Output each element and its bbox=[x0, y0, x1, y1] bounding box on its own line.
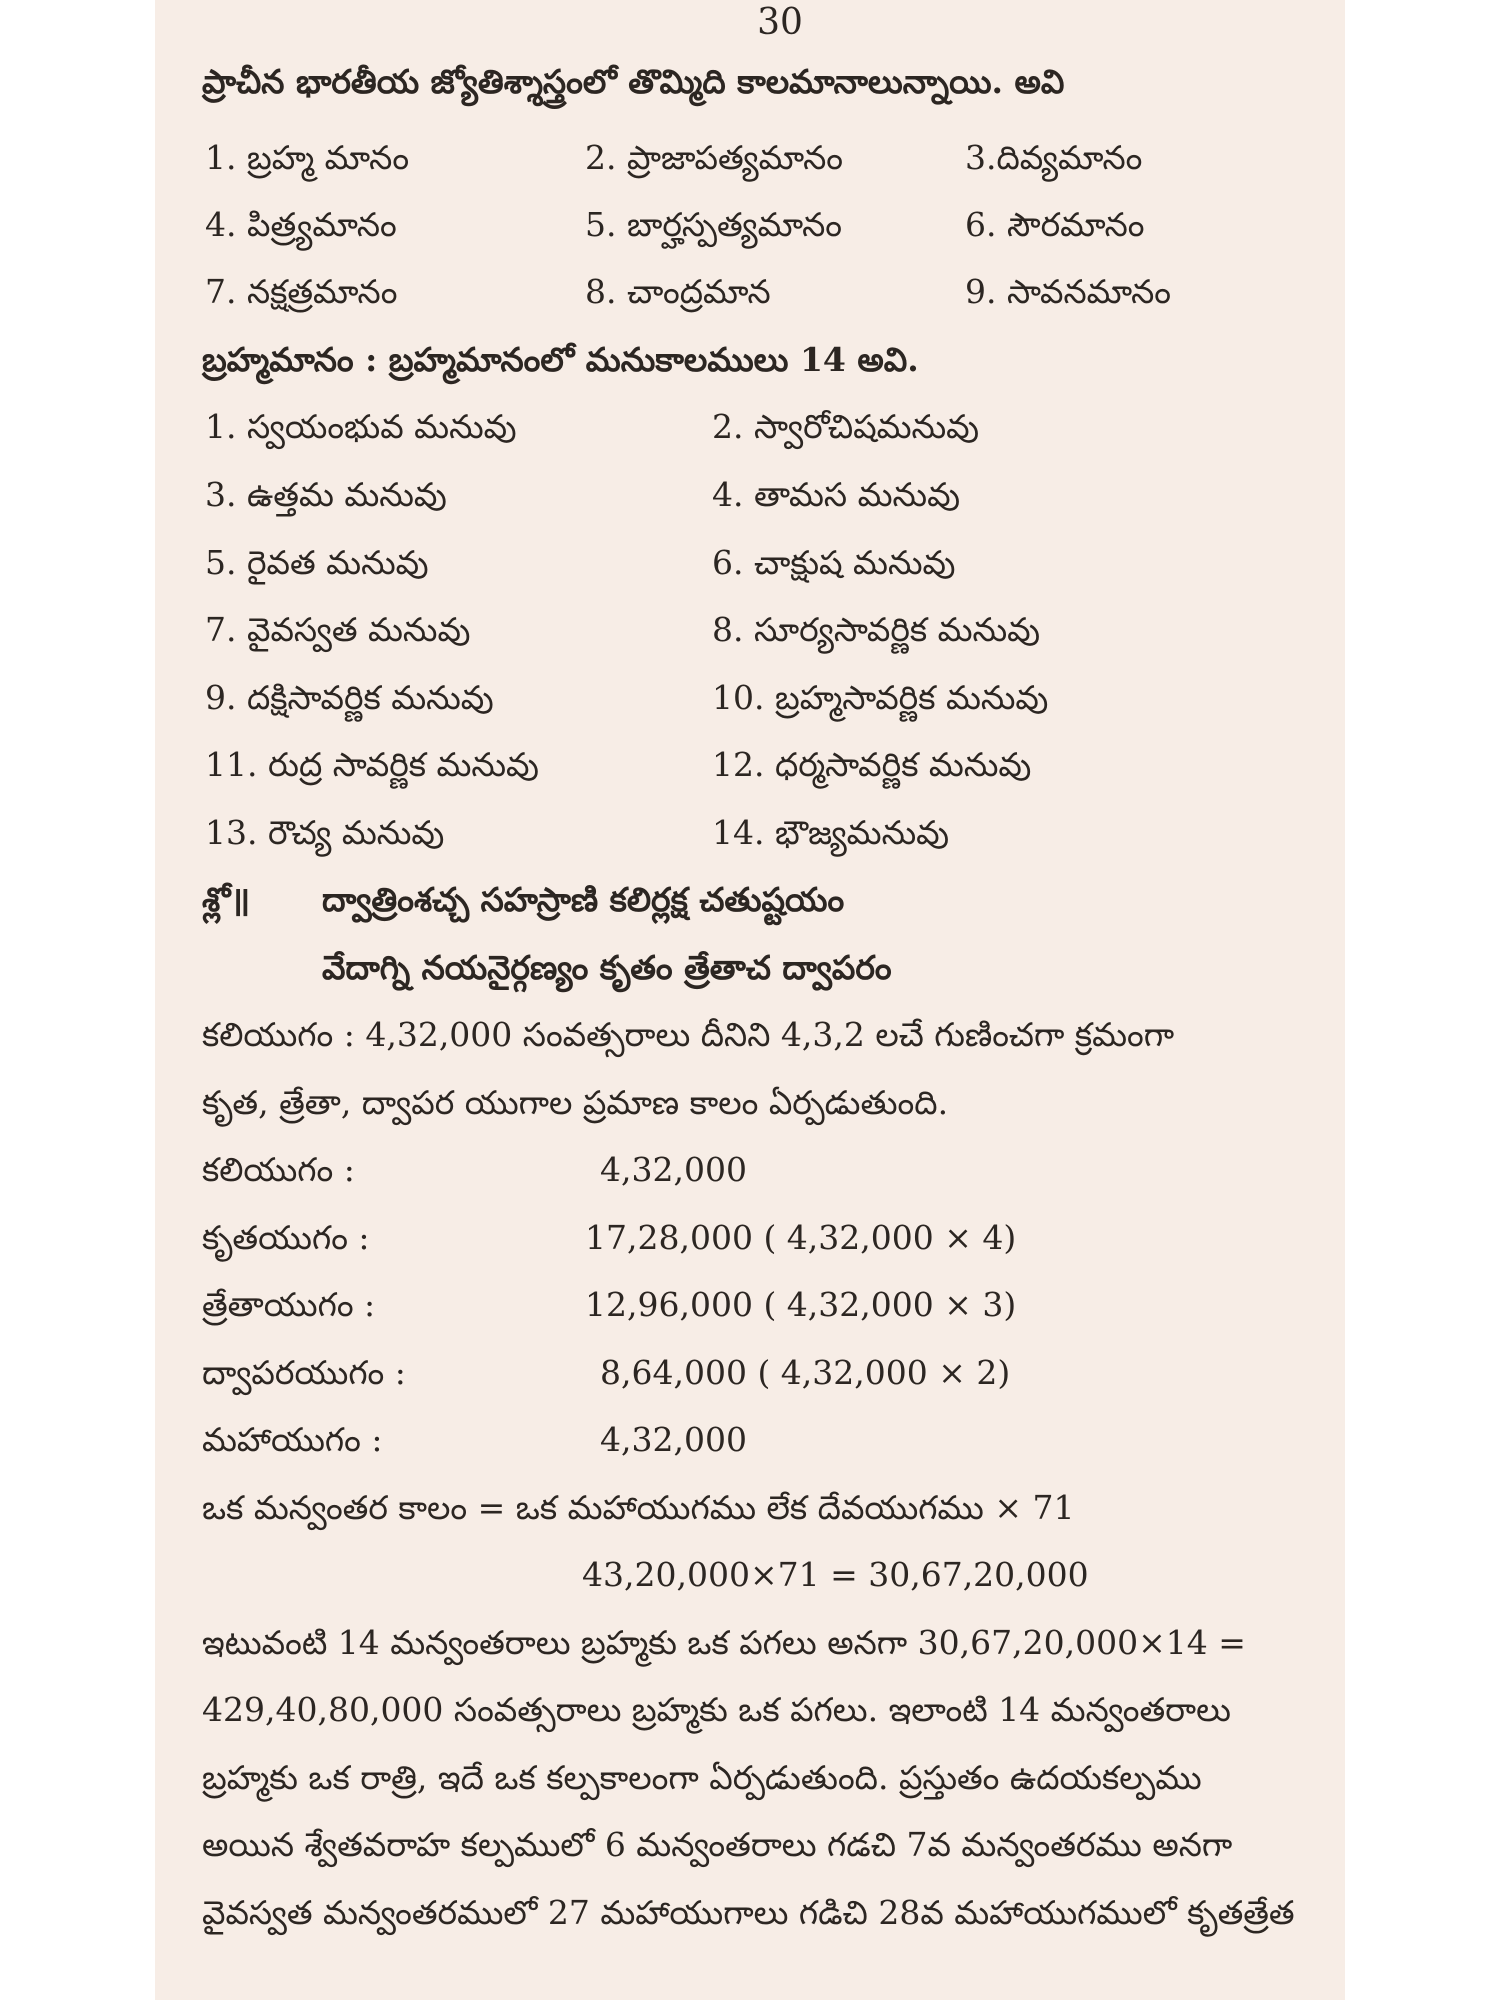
sloka-line-1: ద్వాత్రింశచ్చ సహస్రాణి కలిర్లక్ష చతుష్టయం bbox=[322, 880, 845, 919]
kalamana-item: 3.దివ్యమానం bbox=[965, 138, 1143, 177]
yuga-value: 12,96,000 ( 4,32,000 × 3) bbox=[585, 1285, 1017, 1324]
closing-para-line: వైవస్వత మన్వంతరములో 27 మహాయుగాలు గడిచి 28వ మహాయుగములో కృతత్రేత bbox=[202, 1893, 1295, 1932]
manu-item: 1. స్వయంభువ మనువు bbox=[205, 407, 517, 446]
manvantara-equation: 43,20,000×71 = 30,67,20,000 bbox=[582, 1555, 1089, 1594]
yuga-label: మహాయుగం : bbox=[202, 1420, 383, 1459]
closing-para-line: బ్రహ్మకు ఒక రాత్రి, ఇదే ఒక కల్పకాలంగా ఏర్పడుతుంది. ప్రస్తుతం ఉదయకల్పము bbox=[202, 1758, 1202, 1797]
manu-item: 6. చాక్షుష మనువు bbox=[712, 543, 956, 582]
yuga-value: 8,64,000 ( 4,32,000 × 2) bbox=[600, 1353, 1011, 1392]
manu-item: 13. రౌచ్య మనువు bbox=[205, 813, 445, 852]
manu-item: 14. భౌజ్యమనువు bbox=[712, 813, 950, 852]
brahmamanam-heading: బ్రహ్మమానం : బ్రహ్మమానంలో మనుకాలములు 14 అవి. bbox=[202, 340, 919, 379]
manu-item: 5. రైవత మనువు bbox=[205, 543, 429, 582]
manvantara-line: ఒక మన్వంతర కాలం = ఒక మహాయుగము లేక దేవయుగము × 71 bbox=[202, 1488, 1075, 1527]
manu-item: 10. బ్రహ్మసావర్ణిక మనువు bbox=[712, 678, 1049, 717]
yuga-value: 17,28,000 ( 4,32,000 × 4) bbox=[585, 1218, 1017, 1257]
kalamana-item: 2. ప్రాజాపత్యమానం bbox=[585, 138, 843, 177]
sloka-mark: శ్లో॥ bbox=[202, 880, 251, 919]
kalamana-item: 1. బ్రహ్మ మానం bbox=[205, 138, 410, 177]
manu-item: 3. ఉత్తమ మనువు bbox=[205, 475, 447, 514]
manu-item: 7. వైవస్వత మనువు bbox=[205, 610, 471, 649]
kalamana-item: 6. సౌరమానం bbox=[965, 205, 1145, 244]
kalamana-item: 5. బార్హస్పత్యమానం bbox=[585, 205, 843, 244]
closing-para-line: 429,40,80,000 సంవత్సరాలు బ్రహ్మకు ఒక పగలు. ఇలాంటి 14 మన్వంతరాలు bbox=[202, 1690, 1231, 1729]
kalamana-item: 8. చాంద్రమాన bbox=[585, 272, 771, 311]
yuga-label: కృతయుగం : bbox=[202, 1218, 370, 1257]
manu-item: 9. దక్షిసావర్ణిక మనువు bbox=[205, 678, 494, 717]
kalamana-item: 9. సావనమానం bbox=[965, 272, 1171, 311]
yuga-label: ద్వాపరయుగం : bbox=[202, 1353, 406, 1392]
manu-item: 11. రుద్ర సావర్ణిక మనువు bbox=[205, 745, 539, 784]
page-number: 30 bbox=[757, 2, 803, 43]
kaliyuga-para-line: కలియుగం : 4,32,000 సంవత్సరాలు దీనిని 4,3,2 లచే గుణించగా క్రమంగా bbox=[202, 1015, 1175, 1054]
sloka-line-2: వేదాగ్ని నయనైర్గణ్యం కృతం త్రేతాచ ద్వాపరం bbox=[322, 948, 892, 987]
manu-item: 2. స్వారోచిషమనువు bbox=[712, 407, 980, 446]
page-margin bbox=[1345, 0, 1500, 2000]
closing-para-line: ఇటువంటి 14 మన్వంతరాలు బ్రహ్మకు ఒక పగలు అనగా 30,67,20,000×14 = bbox=[202, 1623, 1246, 1662]
manu-item: 8. సూర్యసావర్ణిక మనువు bbox=[712, 610, 1041, 649]
manu-item: 4. తామస మనువు bbox=[712, 475, 961, 514]
kalamana-item: 4. పిత్ర్యమానం bbox=[205, 205, 397, 244]
yuga-value: 4,32,000 bbox=[600, 1150, 747, 1189]
yuga-label: కలియుగం : bbox=[202, 1150, 355, 1189]
kalamana-item: 7. నక్షత్రమానం bbox=[205, 272, 398, 311]
intro-line: ప్రాచీన భారతీయ జ్యోతిశ్శాస్త్రంలో తొమ్మిది కాలమానాలున్నాయి. అవి bbox=[202, 62, 1065, 101]
yuga-value: 4,32,000 bbox=[600, 1420, 747, 1459]
closing-para-line: అయిన శ్వేతవరాహ కల్పములో 6 మన్వంతరాలు గడచి 7వ మన్వంతరము అనగా bbox=[202, 1825, 1233, 1864]
yuga-label: త్రేతాయుగం : bbox=[202, 1285, 376, 1324]
manu-item: 12. ధర్మసావర్ణిక మనువు bbox=[712, 745, 1032, 784]
kaliyuga-para-line: కృత, త్రేతా, ద్వాపర యుగాల ప్రమాణ కాలం ఏర్పడుతుంది. bbox=[202, 1083, 949, 1122]
